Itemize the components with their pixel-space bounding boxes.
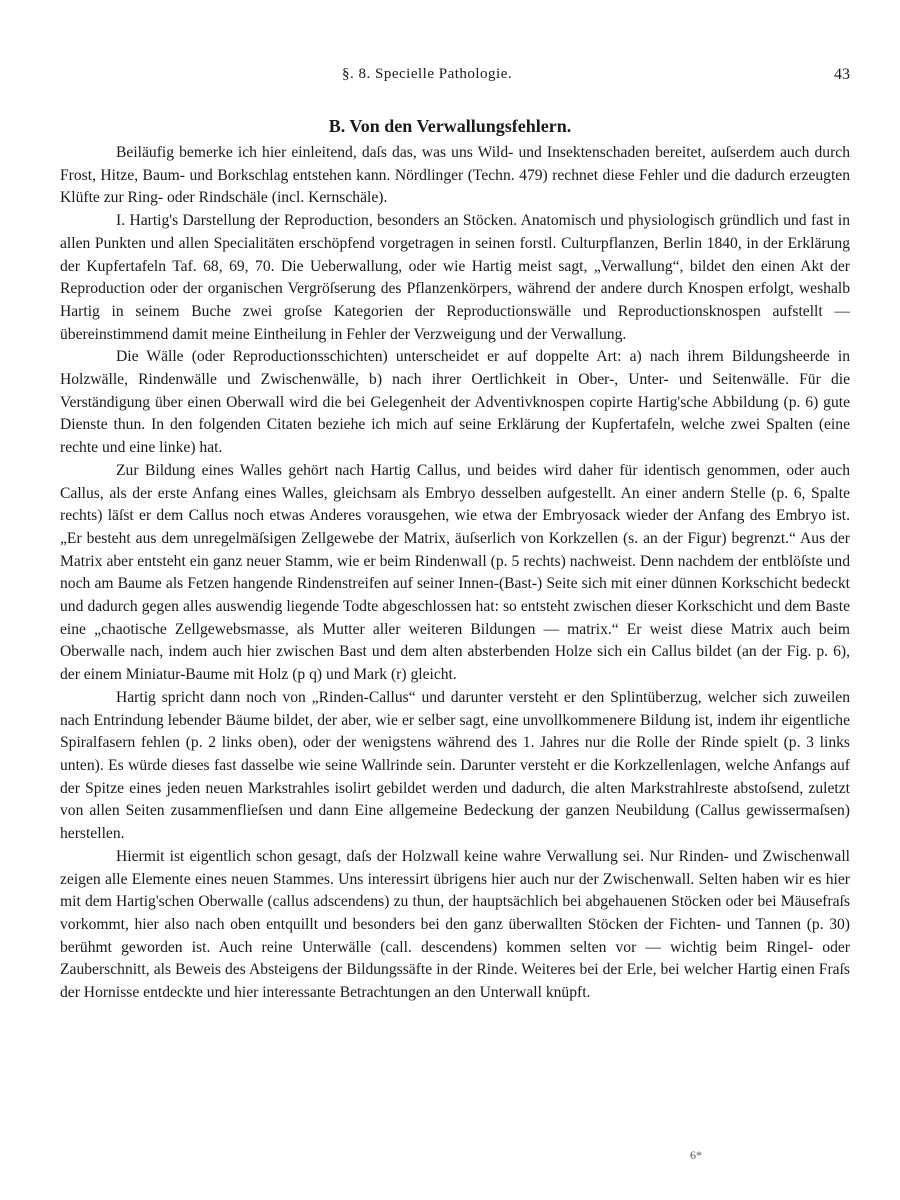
paragraph: Zur Bildung eines Walles gehört nach Hartig Callus, und beides wird daher für identisch genommen, oder auch Callus, als der erste Anfang eines Walles, gleichsam als Embryo desselben aufgestellt. An einer andern Stelle (p. 6, Spalte rechts) läſst er dem Callus noch etwas Anderes vorausgehen, wie etwa der Embryosack wieder der Anfang des Embryo ist. „Er besteht aus dem unregelmäſsigen Zellgewebe der Matrix, äuſserlich von Korkzellen (s. an der Figur) begrenzt.“ Aus der Matrix aber entsteht ein ganz neuer Stamm, wie er beim Rindenwall (p. 5 rechts) nachweist. Denn nachdem der entblöſste und noch am Baume als Fetzen hangende Rindenstreifen auf seiner Innen-(Bast-) Seite sich mit einer dünnen Korkschicht bedeckt und dadurch gegen alles auswendig liegende Todte abgeschlossen hat: so entsteht zwischen dieser Korkschicht und dem Baste eine „chaotische Zellgewebsmasse, als Mutter aller weiteren Bildungen — matrix.“ Er weist diese Matrix auch beim Oberwalle nach, indem auch hier zwischen Bast und dem alten absterbenden Holze sich ein Callus bildet (an der Fig. p. 6), der einem Miniatur-Baume mit Holz (p q) und Mark (r) gleicht. [60, 461, 850, 684]
body-text [60, 142, 850, 1005]
page-number: 43 [834, 66, 850, 83]
running-head: §. 8. Specielle Pathologie. [342, 66, 513, 82]
signature-mark: 6* [690, 1148, 702, 1162]
section-title: B. Von den Verwallungsfehlern. [328, 116, 572, 136]
paragraph: Hartig spricht dann noch von „Rinden-Callus“ und darunter versteht er den Splintüberzug, welcher sich zuweilen nach Entrindung lebender Bäume bildet, der aber, wie er selber sagt, eine unvollkommenere Bildung ist, indem ihr eigentliche Spiralfasern fehlen (p. 2 links oben), oder der wenigstens während des 1. Jahres nur die Rolle der Rinde spielt (p. 3 links unten). Es würde dieses fast dasselbe wie seine Wallrinde sein. Darunter versteht er die Korkzellenlagen, welche Anfangs auf der Spitze eines jeden neuen Markstrahles isolirt gebildet werden und dadurch, die alten Markstrahlreste abstoſsend, zuletzt von allen Seiten zusammenflieſsen und dann Eine allgemeine Bedeckung der ganzen Neubildung (Callus gewissermaſsen) herstellen. [60, 688, 850, 843]
paragraph: Hiermit ist eigentlich schon gesagt, daſs der Holzwall keine wahre Verwallung sei. Nur Rinden- und Zwischenwall zeigen alle Elemente eines neuen Stammes. Uns interessirt übrigens hier auch nur der Zwischenwall. Selten haben wir es hier mit dem Hartig'schen Oberwalle (callus adscendens) zu thun, der hauptsächlich bei abgehauenen Stöcken oder bei Mäusefraſs vorkommt, hier also nach oben entquillt und besonders bei den ganz überwallten Stöcken der Fichten- und Tannen (p. 30) berühmt geworden ist. Auch reine Unterwälle (call. descendens) kommen selten vor — wichtig beim Ringel- oder Zauberschnitt, als Beweis des Absteigens der Bildungssäfte in der Rinde. Weiteres bei der Erle, bei welcher Hartig einen Fraſs der Hornisse entdeckte und hier interessante Betrachtungen an den Unterwall knüpft. [60, 847, 850, 1002]
paragraph: I. Hartig's Darstellung der Reproduction, besonders an Stöcken. Anatomisch und physiologisch gründlich und fast in allen Punkten und allen Specialitäten erschöpfend vorgetragen in seinen forstl. Culturpflanzen, Berlin 1840, in der Erklärung der Kupfertafeln Taf. 68, 69, 70. Die Ueberwallung, oder wie Hartig meist sagt, „Verwallung“, bildet den einen Akt der Reproduction oder der organischen Vergröſserung des Pflanzenkörpers, während der andere durch Knospen erfolgt, weshalb Hartig in seinem Buche zwei groſse Kategorien der Reproductionswälle und Reproductionsknospen aufstellt — übereinstimmend damit meine Eintheilung in Fehler der Verzweigung und der Verwallung. [60, 212, 850, 343]
paragraph: Die Wälle (oder Reproductionsschichten) unterscheidet er auf doppelte Art: a) nach ihrem Bildungsheerde in Holzwälle, Rindenwälle und Zwischenwälle, b) nach ihrer Oertlichkeit in Ober-, Unter- und Seitenwälle. Für die Verständigung über einen Oberwall wird die bei Gelegenheit der Adventivknospen copirte Hartig'sche Abbildung (p. 6) gute Dienste thun. In den folgenden Citaten beziehe ich mich auf seine Erklärung der Kupfertafeln, welche zwei Spalten (eine rechte und eine linke) hat. [60, 348, 850, 457]
paragraph: Beiläufig bemerke ich hier einleitend, daſs das, was uns Wild- und Insektenschaden bereitet, auſserdem auch durch Frost, Hitze, Baum- und Borkschlag entstehen kann. Nördlinger (Techn. 479) rechnet diese Fehler und die dadurch erzeugten Klüfte zur Ring- oder Rindschäle (incl. Kernschäle). [60, 144, 850, 207]
